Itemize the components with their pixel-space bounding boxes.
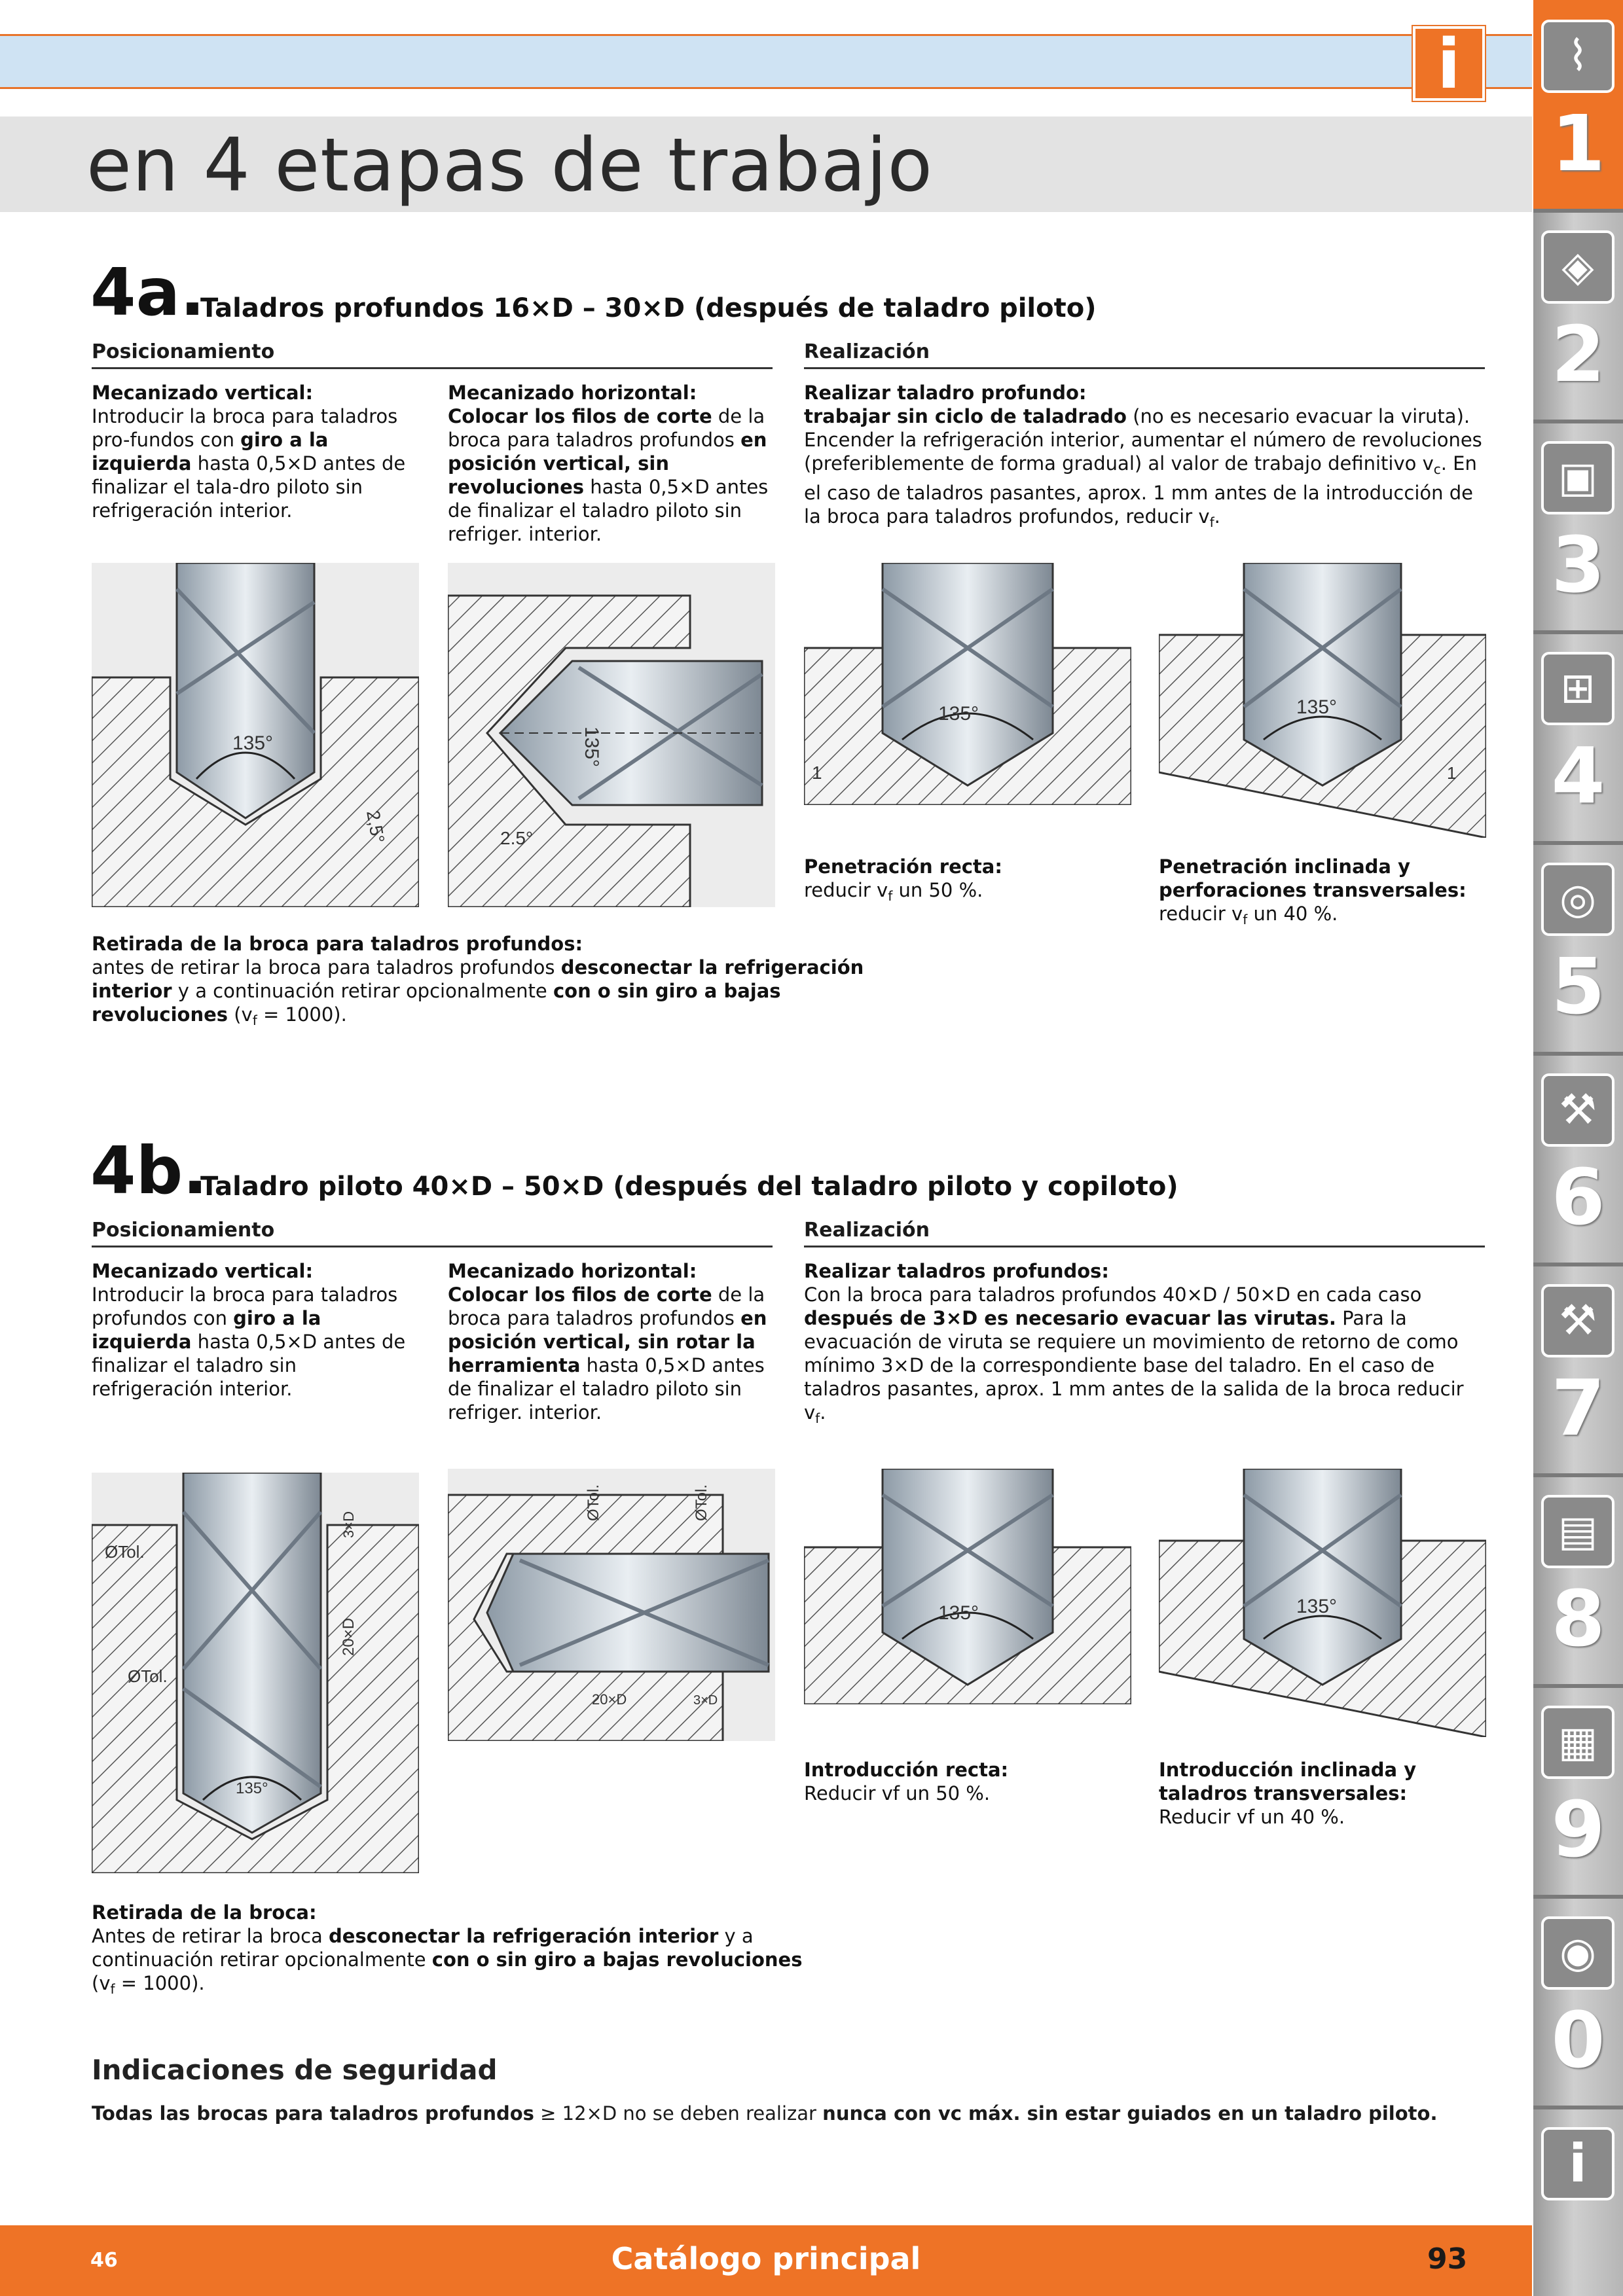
text-run: de la broca para taladros profundos: [448, 1283, 765, 1329]
text-run: Reducir vf un 40 %.: [1159, 1806, 1345, 1828]
sidebar-tab-2[interactable]: [1533, 211, 1623, 422]
grinding-disc-icon: ◎: [1541, 863, 1614, 936]
text-run: ≥ 12×D no se deben realizar: [534, 2102, 823, 2125]
section-4b-horizontal-text: [448, 1259, 775, 1424]
section-4b-title: Taladro piloto 40×D – 50×D (después del taladro piloto y copiloto): [200, 1172, 1178, 1202]
header-band: [0, 34, 1532, 89]
figure-label-angle: 135°: [581, 726, 602, 768]
text-run-bold: después de 3×D es necesario evacuar las virutas.: [804, 1307, 1336, 1329]
figure-label-20xd: 20×D: [340, 1617, 357, 1656]
section-4b-vertical-text: [92, 1259, 419, 1401]
safety-heading: Indicaciones de seguridad: [92, 2054, 498, 2086]
sidebar-tab-number: 4: [1551, 730, 1605, 821]
section-4b-number: 4b.: [90, 1132, 208, 1209]
text-run: = 1000).: [115, 1972, 205, 1994]
section-4b-realizacion-heading: Realización: [804, 1219, 1485, 1247]
text-run-bold: en posición vertical, sin revoluciones: [448, 429, 767, 498]
hammer-pliers-icon: ⚒: [1541, 1284, 1614, 1357]
section-4a-posicionamiento-heading: Posicionamiento: [92, 340, 773, 369]
insert-tool-icon: ◈: [1541, 230, 1614, 304]
figure-label-one: 1: [1447, 763, 1457, 783]
figure-4a-straight-entry: [804, 563, 1131, 805]
figure-4a-horizontal-drill: [448, 563, 775, 907]
footer-catalog-title: Catálogo principal: [611, 2241, 921, 2276]
sidebar-tab-number: 6: [1551, 1152, 1605, 1242]
text-run: hasta 0,5×D antes de finalizar el taladro piloto sin refriger. interior.: [448, 476, 769, 545]
figure-label-3xd: 3×D: [340, 1511, 357, 1538]
text-run: Introducir la broca para taladros pro-fundos con: [92, 405, 398, 451]
section-4b-vertical-title: Mecanizado vertical:: [92, 1260, 314, 1282]
sidebar-tab-0[interactable]: [1533, 1897, 1623, 2108]
text-run: (v: [228, 1003, 253, 1026]
subscript: f: [110, 1981, 115, 1997]
subscript: c: [1433, 461, 1441, 477]
figure-label-20xd: 20×D: [592, 1691, 627, 1708]
info-icon: i: [1413, 26, 1485, 101]
text-run-bold: giro a la izquierda: [92, 429, 329, 475]
text-run: un 40 %.: [1247, 903, 1338, 925]
section-4a-realizacion-text: [804, 381, 1485, 534]
figure-label-small-angle: 2.5°: [500, 828, 534, 848]
section-4a-number: 4a.: [90, 254, 206, 331]
text-run-bold: giro a la izquierda: [92, 1307, 321, 1353]
figure-4b-straight-entry: [804, 1469, 1131, 1704]
figure-4a-vertical-drill: [92, 563, 419, 907]
text-run-bold: Colocar los filos de corte: [448, 1283, 712, 1306]
section-4b-caption-inclined: [1159, 1758, 1486, 1829]
text-run: y a continuación retirar opcionalmente: [92, 1925, 754, 1971]
text-run: de la broca para taladros profundos: [448, 405, 765, 451]
sidebar-tab-number: 7: [1551, 1363, 1605, 1453]
safety-gear-icon: ◉: [1541, 1916, 1614, 1990]
text-run-bold: trabajar sin ciclo de taladrado: [804, 405, 1127, 427]
sidebar-tab-divider: [1533, 630, 1623, 634]
section-4a-vertical-text: [92, 381, 419, 522]
figure-label-angle: 135°: [938, 1602, 979, 1624]
text-run-bold: con o sin giro a bajas revoluciones: [92, 980, 781, 1026]
section-4b-realizacion-title: Realizar taladros profundos:: [804, 1260, 1110, 1282]
section-4a-title: Taladros profundos 16×D – 30×D (después de taladro piloto): [200, 293, 1097, 323]
section-4a-realizacion-heading: Realización: [804, 340, 1485, 369]
footer: [0, 2225, 1532, 2296]
footer-page-number: 93: [1427, 2242, 1468, 2276]
figure-label-angle: 135°: [938, 703, 979, 725]
text-run-bold: Colocar los filos de corte: [448, 405, 712, 427]
section-4b-realizacion-text: [804, 1259, 1485, 1430]
text-run: (no es necesario evacuar la viruta). Encender la refrigeración interior, aumentar el número de revoluciones (preferiblemente de forma gradual) al valor de trabajo definitivo v: [804, 405, 1482, 475]
text-run: hasta 0,5×D antes de finalizar el tala-dro piloto sin refrigeración interior.: [92, 452, 406, 522]
figure-label-small-angle: 2,5°: [363, 808, 389, 845]
text-run: reducir v: [1159, 903, 1243, 925]
sidebar-tab-1[interactable]: [1533, 0, 1623, 211]
figure-label-tol: ØTol.: [105, 1542, 145, 1562]
sidebar-tab-5[interactable]: [1533, 843, 1623, 1054]
sidebar-tab-number: 9: [1551, 1784, 1605, 1874]
text-run: y a continuación retirar opcionalmente: [172, 980, 553, 1002]
sidebar-tab-divider: [1533, 420, 1623, 423]
chuck-icon: ▣: [1541, 441, 1614, 514]
figure-label-angle: 135°: [236, 1780, 268, 1797]
text-run: un 50 %.: [892, 879, 983, 901]
sidebar-tab-number: 1: [1551, 98, 1605, 188]
safety-text: [92, 2102, 1437, 2125]
sidebar-tab-divider: [1533, 1684, 1623, 1688]
figure-label-angle: 135°: [1296, 1596, 1338, 1617]
sidebar-tab-6[interactable]: [1533, 1054, 1623, 1265]
section-4a-retirada-text: [92, 932, 903, 1032]
text-run-bold: Todas las brocas para taladros profundos: [92, 2102, 534, 2125]
caption-title: Penetración inclinada y perforaciones transversales:: [1159, 855, 1467, 901]
sidebar-tab-number: 0: [1551, 1995, 1605, 2085]
text-run: antes de retirar la broca para taladros profundos: [92, 956, 561, 978]
figure-label-tol: ØTol.: [128, 1666, 168, 1686]
tool-cabinet-icon: ▦: [1541, 1706, 1614, 1779]
text-run: Antes de retirar la broca: [92, 1925, 329, 1947]
retirada-title: Retirada de la broca:: [92, 1901, 317, 1924]
sidebar-tab-divider: [1533, 2106, 1623, 2109]
text-run-bold: desconectar la refrigeración interior: [329, 1925, 719, 1947]
text-run-bold: desconectar la refrigeración interior: [92, 956, 864, 1002]
figure-label-3xd: 3×D: [693, 1693, 718, 1708]
section-4b-posicionamiento-heading: Posicionamiento: [92, 1219, 773, 1247]
figure-label-one: 1: [812, 762, 822, 783]
section-4a-horizontal-title: Mecanizado horizontal:: [448, 382, 697, 404]
sidebar-tab-divider: [1533, 1052, 1623, 1056]
toolbox-icon: ▤: [1541, 1495, 1614, 1568]
section-4b-caption-straight: [804, 1758, 1131, 1805]
text-run: hasta 0,5×D antes de finalizar el taladro sin refrigeración interior.: [92, 1331, 406, 1400]
screwdriver-wrench-icon: ⚒: [1541, 1073, 1614, 1147]
text-run: .: [820, 1401, 826, 1424]
figure-label-angle: 135°: [1296, 696, 1338, 718]
sidebar-tab-divider: [1533, 209, 1623, 213]
text-run: (v: [92, 1972, 111, 1994]
figure-label-tol: ØTol.: [585, 1484, 602, 1521]
figure-4b-inclined-entry: [1159, 1469, 1486, 1737]
caption-title: Penetración recta:: [804, 855, 1002, 878]
text-run: Con la broca para taladros profundos 40×D / 50×D en cada caso: [804, 1283, 1422, 1306]
text-run: hasta 0,5×D antes de finalizar el taladro piloto sin refriger. interior.: [448, 1354, 765, 1424]
measuring-tools-icon: ⊞: [1541, 652, 1614, 725]
section-4a-horizontal-text: [448, 381, 775, 546]
caption-title: Introducción recta:: [804, 1759, 1009, 1781]
footer-left-page: 46: [90, 2249, 118, 2272]
figure-4b-horizontal-drill: [448, 1469, 775, 1741]
sidebar-tab-divider: [1533, 841, 1623, 845]
figure-4b-vertical-drill: [92, 1473, 419, 1873]
sidebar-tab-number: 5: [1551, 941, 1605, 1031]
text-run: .: [1214, 505, 1220, 528]
subscript: f: [252, 1013, 257, 1028]
text-run-bold: nunca con vc máx. sin estar guiados en un taladro piloto.: [822, 2102, 1438, 2125]
sidebar-tab-8[interactable]: [1533, 1475, 1623, 1686]
section-4b-horizontal-title: Mecanizado horizontal:: [448, 1260, 697, 1282]
text-run: = 1000).: [257, 1003, 347, 1026]
sidebar-tab-divider: [1533, 1473, 1623, 1477]
text-run-bold: en posición vertical, sin rotar la herramienta: [448, 1307, 767, 1376]
sidebar-tab-number: 8: [1551, 1573, 1605, 1664]
figure-4a-inclined-entry: [1159, 563, 1486, 838]
section-4a-realizacion-title: Realizar taladro profundo:: [804, 382, 1087, 404]
sidebar-tab-number: 3: [1551, 520, 1605, 610]
section-4a-vertical-title: Mecanizado vertical:: [92, 382, 314, 404]
text-run-bold: con o sin giro a bajas revoluciones: [431, 1948, 803, 1971]
sidebar-tab-9[interactable]: [1533, 1686, 1623, 1897]
text-run: Para la evacuación de viruta se requiere un movimiento de retorno de como mínimo 3×D de la correspondiente base del taladro. En el caso de taladros pasantes, aprox. 1 mm antes de la salida de la broca reducir v: [804, 1307, 1464, 1424]
sidebar-tab-number: 2: [1551, 309, 1605, 399]
text-run: Introducir la broca para taladros profundos con: [92, 1283, 398, 1329]
section-4a-caption-inclined: [1159, 855, 1486, 931]
subscript: f: [1243, 912, 1248, 927]
text-run: Reducir vf un 50 %.: [804, 1782, 991, 1804]
caption-title: Introducción inclinada y taladros transversales:: [1159, 1759, 1417, 1804]
sidebar-tab-4[interactable]: [1533, 632, 1623, 843]
subscript: f: [1209, 514, 1214, 530]
section-4a-caption-straight: [804, 855, 1131, 908]
sidebar-tab-7[interactable]: [1533, 1265, 1623, 1475]
figure-label-tol: ØTol.: [693, 1484, 710, 1521]
sidebar-tab-info[interactable]: [1533, 2108, 1623, 2296]
subscript: f: [888, 888, 893, 904]
text-run: . En el caso de taladros pasantes, aprox. 1 mm antes de la introducción de la broca para taladros profundos, reducir v: [804, 452, 1477, 528]
figure-label-angle: 135°: [232, 732, 274, 754]
page-title: en 4 etapas de trabajo: [86, 123, 934, 208]
sidebar-tab-divider: [1533, 1263, 1623, 1266]
info-icon: i: [1541, 2127, 1614, 2200]
sidebar-tab-3[interactable]: [1533, 422, 1623, 632]
retirada-title: Retirada de la broca para taladros profundos:: [92, 933, 583, 955]
subscript: f: [815, 1410, 820, 1426]
text-run: reducir v: [804, 879, 888, 901]
drill-bit-icon: ⌇: [1541, 20, 1614, 93]
sidebar-tab-divider: [1533, 1895, 1623, 1899]
section-4b-retirada-text: [92, 1901, 825, 2001]
